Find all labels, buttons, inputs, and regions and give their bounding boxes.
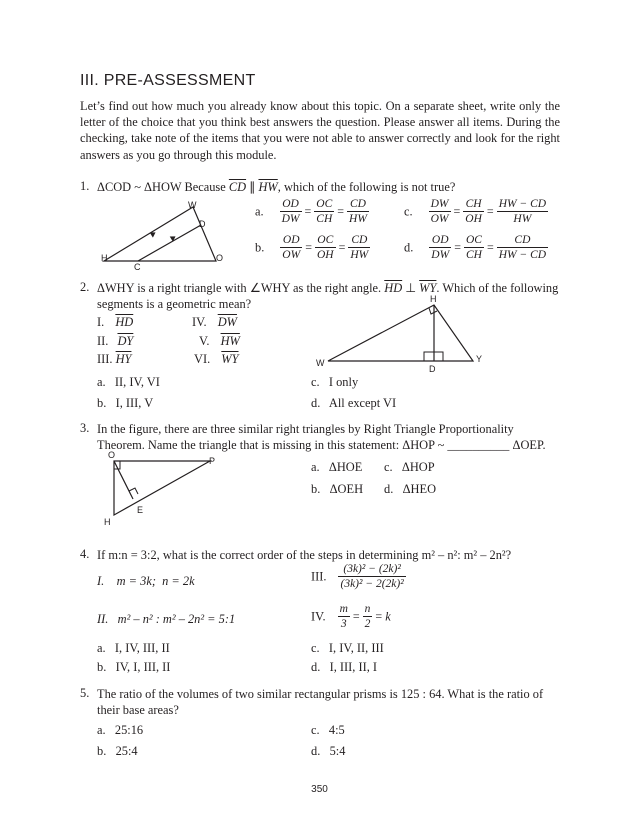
q3-triangle-figure [106,455,216,523]
q2-option-c[interactable]: c. I only [311,375,359,389]
equals-sign: = [453,204,461,218]
fraction [497,233,548,262]
segment-wy: $\overline{WY}$ [419,281,437,295]
equals-sign: = [486,240,494,254]
equals-sign: = [486,204,494,218]
label-w: W [188,200,197,210]
q1-option-c[interactable] [404,197,548,226]
item-segment: $\overline{HW}$ [220,334,240,348]
denominator: (3k)² − 2(2k)² [340,578,404,590]
numerator: OD [280,197,302,212]
option-letter: b. [255,240,265,255]
parallel-symbol: ∥ [246,180,259,194]
item-numeral: VI. [194,352,211,366]
q2-stem-part: ΔWHY is a right triangle with ∠WHY as the right angle. [97,281,382,295]
label-w: W [316,358,325,368]
q2-triangle-figure [310,296,500,374]
q2-option-d[interactable]: d. All except VI [311,396,397,410]
page-number: 350 [311,784,328,795]
numerator: OD [280,233,302,248]
segment-hd: $\overline{HD}$ [384,281,403,295]
q1-stem-part: ΔCOD ~ ΔHOW Because [97,180,226,194]
label-e: E [137,505,144,515]
q5-stem: The ratio of the volumes of two similar rectangular prisms is 125 : 64. What is the ratio of their base areas? [97,687,544,717]
q5-option-a[interactable]: a. 25:16 [97,723,144,737]
fraction [280,233,302,262]
q2-item-3 [97,351,131,367]
item-segment: $\overline{HD}$ [115,315,134,329]
denominator: HW [349,213,367,225]
perpendicular-symbol: ⊥ [402,281,420,295]
fraction [347,197,369,226]
item-numeral: IV. [192,315,207,329]
q1-option-d[interactable] [404,233,548,262]
q3-option-d[interactable]: d. ΔHEO [384,482,437,496]
denominator: OH [316,249,334,261]
numerator: CD [497,233,548,248]
q4-stem: If m:n = 3:2, what is the correct order of the steps in determining m² – n²: m² – 2n²? [97,548,512,562]
numerator: OD [429,233,451,248]
denominator: OH [465,213,482,225]
label-c: C [134,262,141,272]
label-h: H [101,253,108,263]
fraction [338,562,405,591]
q1-option-a[interactable] [255,197,369,226]
fraction [348,233,370,262]
denominator: OW [430,213,449,225]
item-numeral: V. [199,334,210,348]
fraction [280,197,302,226]
q2-item-6 [194,351,239,367]
item-numeral: I. [97,315,105,329]
equals-sign: = [337,204,345,218]
q4-option-d[interactable]: d. I, III, II, I [311,660,378,674]
denominator: HW [350,249,369,261]
label-h: H [430,294,437,304]
q3-option-b[interactable]: b. ΔOEH [311,482,364,496]
label-h: H [104,517,111,527]
q5-option-d[interactable]: d. 5:4 [311,744,346,758]
fraction [463,197,484,226]
q1-stem [97,179,562,195]
q3-number: 3. [80,421,90,435]
option-letter: a. [255,204,264,219]
q2-item-1 [97,314,133,330]
numerator: HW − CD [498,198,547,210]
denominator: CH [316,213,333,225]
equals-sign: = [375,609,383,623]
q2-option-b[interactable]: b. I, III, V [97,396,154,410]
label-d: D [199,219,206,229]
item-numeral: III. [97,352,113,366]
equals-sign: = [305,240,312,254]
q2-stem-part: . Which of the following segments is a geometric mean? [97,281,559,311]
q3-option-c[interactable]: c. ΔHOP [384,460,435,474]
equals-sign: = [338,240,346,254]
q3-option-a[interactable]: a. ΔHOE [311,460,363,474]
item-segment: $\overline{WY}$ [221,352,239,366]
fraction [497,197,548,226]
q2-number: 2. [80,280,90,294]
option-letter: c. [404,204,413,219]
option-letter: d. [404,240,414,255]
step-numeral: III. [311,569,327,584]
denominator: DW [431,249,450,261]
q4-option-c[interactable]: c. I, IV, II, III [311,641,384,655]
numerator: OC [316,198,333,210]
numerator: CD [348,233,370,248]
fraction [429,233,451,262]
segment-cd: $\overline{CD}$ [228,180,247,194]
fraction [363,602,373,631]
q4-option-b[interactable]: b. IV, I, III, II [97,660,171,674]
denominator: 3 [340,618,347,630]
q2-item-4 [192,314,237,330]
segment-hw: $\overline{HW}$ [258,180,278,194]
q2-item-2 [97,333,133,349]
q1-option-b[interactable] [255,233,370,262]
fraction [315,233,336,262]
fraction [464,233,484,262]
denominator: 2 [364,618,371,630]
q4-step-i: I. m = 3k; n = 2k [97,574,195,588]
q4-step-iv [311,602,391,631]
label-y: Y [476,354,483,364]
numerator: n [364,603,371,615]
denominator: CH [465,249,482,261]
q2-item-5 [199,333,240,349]
section-title: III. PRE-ASSESSMENT [80,72,256,89]
equals-sign: = [352,609,360,623]
label-o: O [108,450,116,460]
q5-option-c[interactable]: c. 4:5 [311,723,345,737]
item-segment: $\overline{HY}$ [115,352,132,366]
label-o: O [216,253,224,263]
q1-stem-part: , which of the following is not true? [277,180,456,194]
q4-number: 4. [80,547,90,561]
numerator: OC [465,234,482,246]
fraction [314,197,334,226]
denominator: HW − CD [498,249,547,261]
item-segment: $\overline{DY}$ [117,334,134,348]
numerator: DW [430,198,449,210]
equals-sign: = [304,204,312,218]
numerator: (3k)² − (2k)² [338,562,405,577]
variable-k: k [385,609,391,624]
item-segment: $\overline{DW}$ [217,315,237,329]
item-numeral: II. [97,334,109,348]
q2-option-a[interactable]: a. II, IV, VI [97,375,160,389]
label-d: D [429,364,436,374]
equals-sign: = [454,240,461,254]
fraction [338,602,350,631]
q3-stem: In the figure, there are three similar right triangles by Right Triangle Proportionality Theorem. Name the triangle that is missing in this statement: ΔHOP ~ __________ ΔOEP. [97,422,546,452]
numerator: CH [463,197,484,212]
intro-paragraph: Let’s find out how much you already know about this topic. On a separate sheet, write only the letter of the choice that you think best answers the question. Please answer all items. During the checking, take note of the items that you were not able to answer correctly and look for the right answers as you go through this module. [80,99,560,162]
numerator: m [339,603,348,615]
numerator: OC [315,233,336,248]
q5-option-b[interactable]: b. 25:4 [97,744,138,758]
fraction [429,197,451,226]
q5-number: 5. [80,686,90,700]
denominator: HW [513,213,532,225]
numerator: CD [347,197,369,212]
q1-number: 1. [80,179,90,193]
q4-step-iii [311,562,406,591]
step-numeral: IV. [311,609,326,624]
label-p: P [209,456,216,466]
q4-step-ii: II. m² – n² : m² – 2n² = 5:1 [97,612,236,626]
q4-option-a[interactable]: a. I, IV, III, II [97,641,170,655]
denominator: OW [282,249,301,261]
denominator: DW [281,213,300,225]
q1-triangle-figure [96,198,228,270]
